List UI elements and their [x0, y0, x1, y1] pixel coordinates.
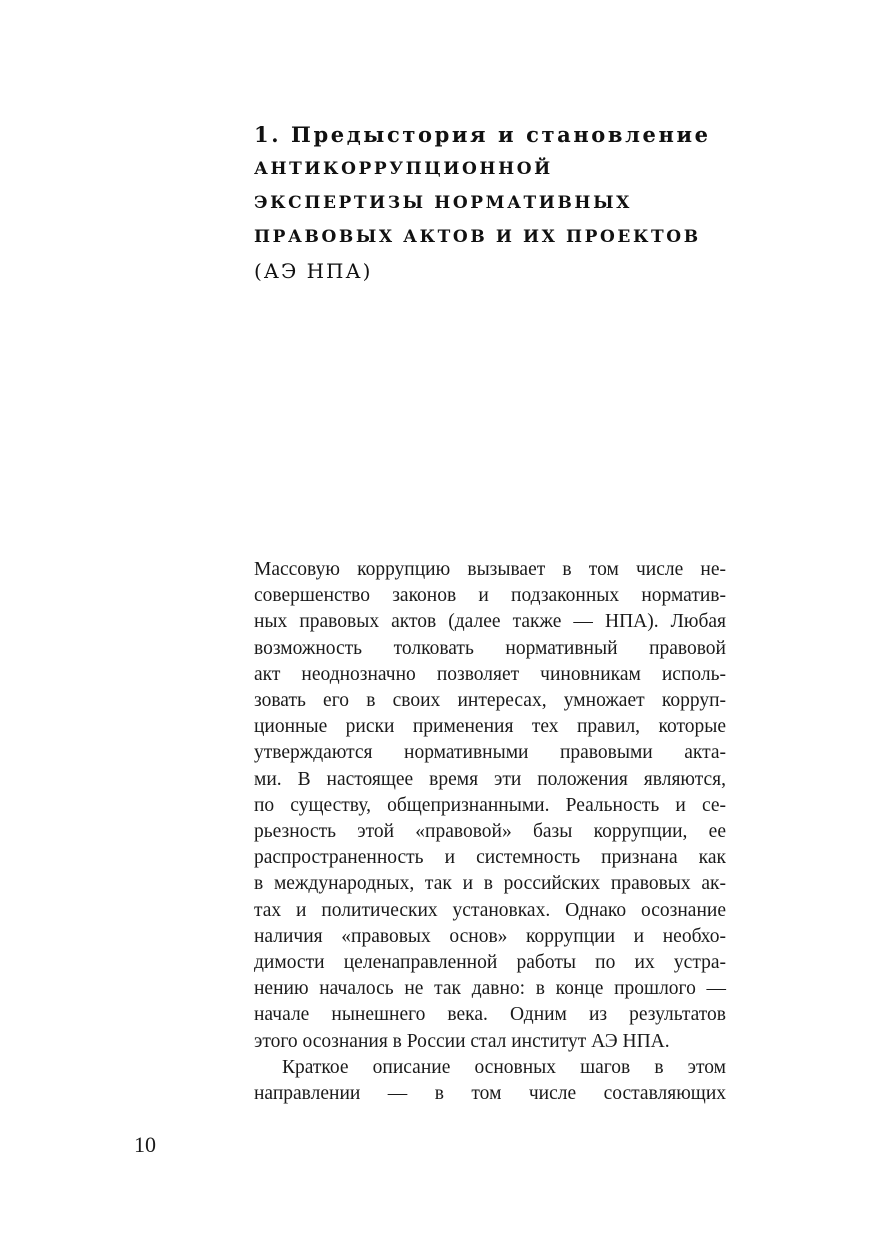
chapter-title-line: ПРАВОВЫХ АКТОВ И ИХ ПРОЕКТОВ	[254, 227, 701, 247]
body-line: рьезность этой «правовой» базы коррупции, ее	[254, 821, 726, 843]
body-line: начале нынешнего века. Одним из результатов	[254, 1004, 726, 1026]
chapter-title-line: ЭКСПЕРТИЗЫ НОРМАТИВНЫХ	[254, 193, 632, 213]
body-line: в международных, так и в российских правовых ак-	[254, 873, 726, 895]
page-number: 10	[134, 1132, 156, 1157]
body-line: наличия «правовых основ» коррупции и необхо-	[254, 925, 726, 947]
body-line: Краткое описание основных шагов в этом	[282, 1056, 726, 1078]
body-line: утверждаются нормативными правовыми акта-	[254, 742, 726, 764]
body-line: возможность толковать нормативный правовой	[254, 637, 726, 659]
body-line: Массовую коррупцию вызывает в том числе не-	[254, 559, 726, 580]
body-line: ционные риски применения тех правил, которые	[254, 716, 726, 738]
body-line: зовать его в своих интересах, умножает корруп-	[254, 690, 726, 712]
chapter-title-line: (АЭ НПА)	[254, 259, 373, 283]
chapter-title	[254, 118, 734, 288]
body-line: направлении — в том числе составляющих	[254, 1083, 726, 1105]
body-line: нению началось не так давно: в конце прошлого —	[254, 978, 726, 1000]
body-line: ми. В настоящее время эти положения являются,	[254, 768, 726, 790]
body-line: по существу, общепризнанными. Реальность и се-	[254, 794, 726, 816]
chapter-title-line: 1. Предыстория и становление	[254, 122, 711, 147]
chapter-title-line: АНТИКОРРУПЦИОННОЙ	[254, 159, 553, 179]
body-line: тах и политических установках. Однако осознание	[254, 899, 726, 921]
body-paragraphs	[254, 557, 726, 1107]
body-line: распространенность и системность признана как	[254, 847, 726, 869]
body-line: совершенство законов и подзаконных норматив-	[254, 585, 726, 607]
body-line: димости целенаправленной работы по их устра-	[254, 952, 726, 974]
body-line: акт неоднозначно позволяет чиновникам исполь-	[254, 663, 726, 685]
body-line: этого осознания в России стал институт АЭ НПА.	[254, 1030, 670, 1052]
body-line: ных правовых актов (далее также — НПА). Любая	[254, 611, 726, 633]
